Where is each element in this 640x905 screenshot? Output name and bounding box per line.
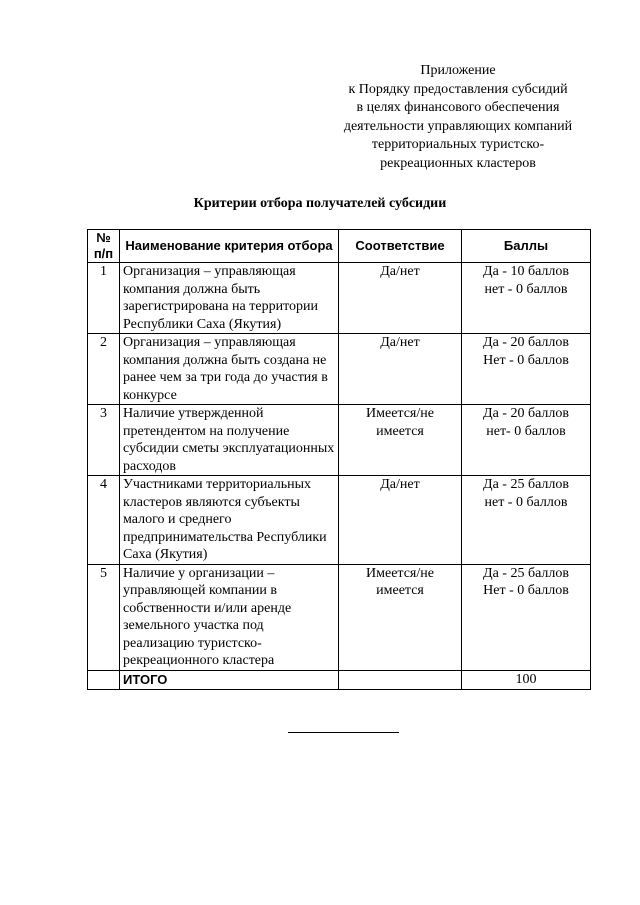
table-row (88, 405, 591, 476)
score-no: Нет - 0 баллов (483, 352, 569, 368)
row-num: 3 (88, 405, 120, 476)
table-row (88, 476, 591, 565)
row-criterion: Участниками территориальных кластеров являются субъекты малого и среднего предпринимательства Республики Саха (Якутия) (120, 476, 339, 565)
score-yes: Да - 25 баллов (483, 565, 569, 581)
row-match: Да/нет (339, 334, 462, 405)
score-yes: Да - 20 баллов (483, 335, 569, 350)
score-no: нет- 0 баллов (486, 423, 566, 439)
score-no: нет - 0 баллов (484, 494, 568, 510)
appendix-line: Приложение (420, 63, 496, 78)
table-row (88, 564, 591, 670)
score-yes: Да - 25 баллов (483, 477, 569, 492)
row-match: Имеется/не имеется (339, 564, 462, 670)
document-title: Критерии отбора получателей субсидии (193, 196, 447, 211)
row-criterion: Организация – управляющая компания должна быть зарегистрирована на территории Республики Саха (Якутия) (120, 263, 339, 334)
appendix-line: к Порядку предоставления субсидий (348, 81, 568, 97)
appendix-line: деятельности управляющих компаний (343, 118, 573, 134)
row-num: 4 (88, 476, 120, 565)
row-match: Да/нет (339, 476, 462, 565)
row-num: 5 (88, 564, 120, 670)
total-value: 100 (462, 670, 591, 690)
table-header-row (88, 230, 591, 263)
row-score (462, 405, 591, 476)
row-match: Да/нет (339, 263, 462, 334)
criteria-table (87, 229, 591, 690)
total-row (88, 670, 591, 690)
score-no: нет - 0 баллов (484, 281, 568, 297)
appendix-line: в целях финансового обеспечения (356, 100, 560, 115)
score-yes: Да - 20 баллов (483, 406, 569, 421)
row-num: 2 (88, 334, 120, 405)
header-score: Баллы (462, 230, 591, 263)
row-criterion: Наличие у организации – управляющей компании в собственности и/или аренде земельного участка под реализацию туристско-рекреационного кластера (120, 564, 339, 670)
row-score (462, 334, 591, 405)
total-label-cell (120, 670, 339, 690)
row-score (462, 476, 591, 565)
row-score (462, 263, 591, 334)
total-empty-match (339, 670, 462, 690)
header-name: Наименование критерия отбора (120, 230, 339, 263)
row-criterion: Организация – управляющая компания должна быть создана не ранее чем за три года до участия в конкурсе (120, 334, 339, 405)
appendix-line: территориальных туристско- (371, 137, 545, 152)
total-label: ИТОГО (123, 671, 168, 687)
score-no: Нет - 0 баллов (483, 583, 569, 598)
row-criterion: Наличие утвержденной претендентом на получение субсидии сметы эксплуатационных расходов (120, 405, 339, 476)
row-match: Имеется/не имеется (339, 405, 462, 476)
row-num: 1 (88, 263, 120, 334)
bottom-rule (288, 732, 399, 733)
table-row (88, 334, 591, 405)
header-match: Соответствие (339, 230, 462, 263)
total-empty-num (88, 670, 120, 690)
appendix-line: рекреационных кластеров (380, 155, 536, 171)
table-row (88, 263, 591, 334)
header-num: № п/п (88, 230, 120, 263)
appendix-header (330, 62, 586, 173)
row-score (462, 564, 591, 670)
score-yes: Да - 10 баллов (483, 264, 569, 279)
